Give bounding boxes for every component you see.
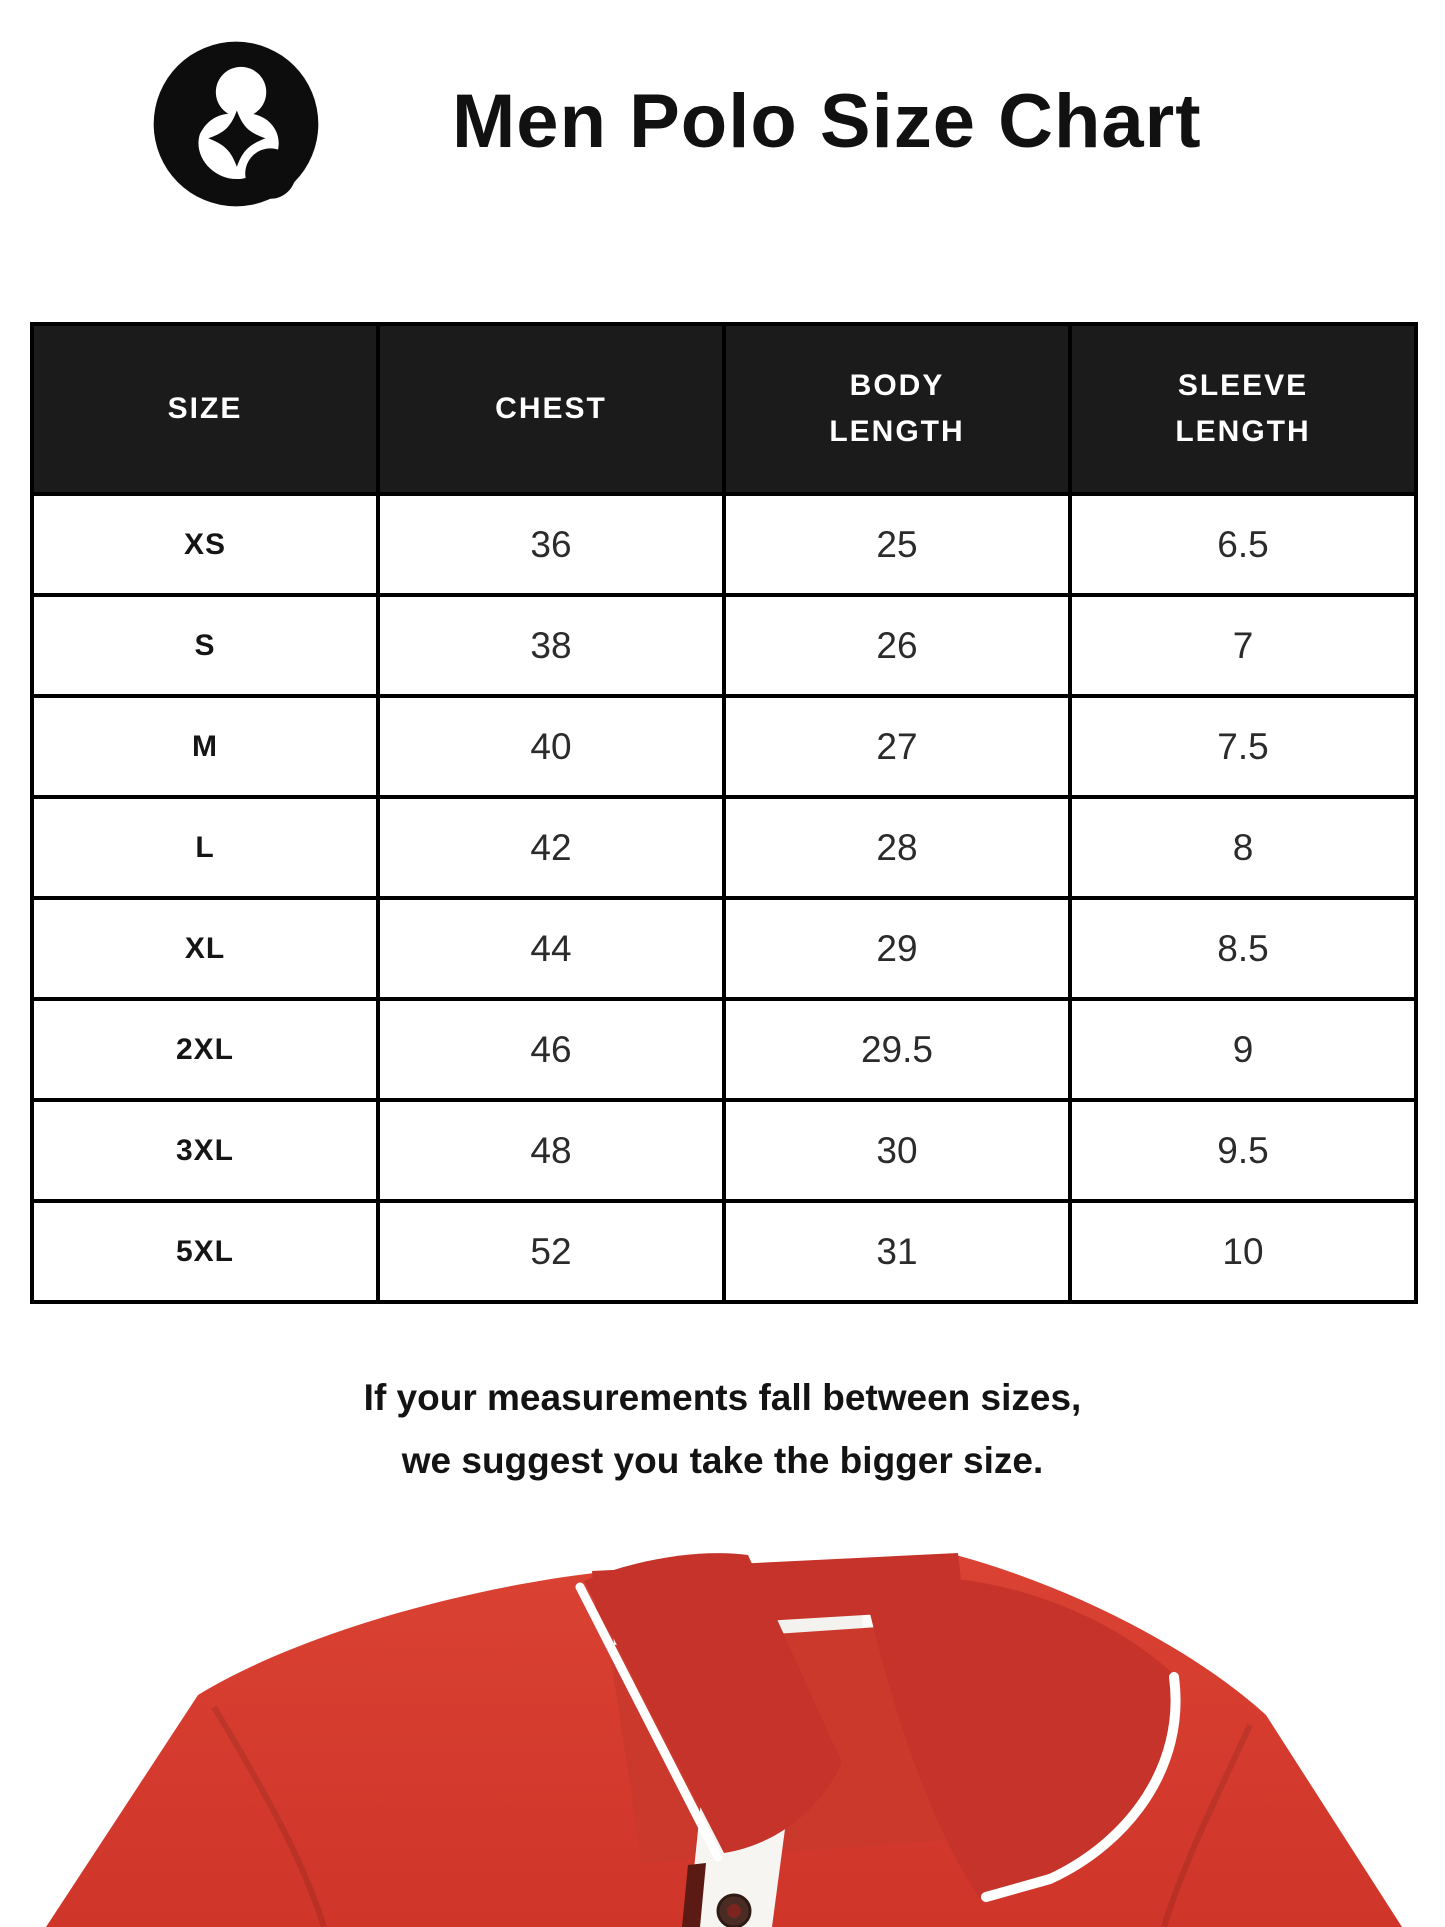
size-note-line: we suggest you take the bigger size. xyxy=(401,1440,1044,1481)
value-cell: 29.5 xyxy=(724,999,1070,1100)
column-header-line: LENGTH xyxy=(1175,415,1311,448)
size-cell: 2XL xyxy=(32,999,378,1100)
value-cell: 25 xyxy=(724,494,1070,595)
button-bottom xyxy=(718,1895,750,1927)
table-row xyxy=(32,494,1416,595)
value-cell: 38 xyxy=(378,595,724,696)
value-cell: 6.5 xyxy=(1070,494,1416,595)
size-cell: 5XL xyxy=(32,1201,378,1302)
size-cell: L xyxy=(32,797,378,898)
column-header-line: SIZE xyxy=(167,392,243,425)
table-row xyxy=(32,999,1416,1100)
column-header-size xyxy=(32,324,378,494)
table-row xyxy=(32,797,1416,898)
size-cell: M xyxy=(32,696,378,797)
size-cell: S xyxy=(32,595,378,696)
value-cell: 10 xyxy=(1070,1201,1416,1302)
polo-shirt-image xyxy=(0,1525,1445,1927)
column-header-line: SLEEVE xyxy=(1177,369,1309,402)
table-row xyxy=(32,595,1416,696)
table-header xyxy=(32,324,1416,494)
size-cell: 3XL xyxy=(32,1100,378,1201)
size-cell: XL xyxy=(32,898,378,999)
table-row xyxy=(32,898,1416,999)
value-cell: 44 xyxy=(378,898,724,999)
value-cell: 8.5 xyxy=(1070,898,1416,999)
value-cell: 48 xyxy=(378,1100,724,1201)
value-cell: 8 xyxy=(1070,797,1416,898)
page-title: Men Polo Size Chart xyxy=(452,79,1202,164)
value-cell: 30 xyxy=(724,1100,1070,1201)
value-cell: 9.5 xyxy=(1070,1100,1416,1201)
value-cell: 7 xyxy=(1070,595,1416,696)
size-cell: XS xyxy=(32,494,378,595)
value-cell: 46 xyxy=(378,999,724,1100)
value-cell: 28 xyxy=(724,797,1070,898)
value-cell: 36 xyxy=(378,494,724,595)
table-row xyxy=(32,1100,1416,1201)
size-chart-table xyxy=(30,322,1418,1304)
value-cell: 31 xyxy=(724,1201,1070,1302)
value-cell: 42 xyxy=(378,797,724,898)
size-note-line: If your measurements fall between sizes, xyxy=(363,1377,1082,1418)
table-body xyxy=(32,494,1416,1302)
column-header-chest xyxy=(378,324,724,494)
value-cell: 29 xyxy=(724,898,1070,999)
value-cell: 27 xyxy=(724,696,1070,797)
value-cell: 7.5 xyxy=(1070,696,1416,797)
table-header-row xyxy=(32,324,1416,494)
value-cell: 26 xyxy=(724,595,1070,696)
table-row xyxy=(32,696,1416,797)
column-header-body-length xyxy=(724,324,1070,494)
value-cell: 9 xyxy=(1070,999,1416,1100)
value-cell: 40 xyxy=(378,696,724,797)
column-header-line: BODY xyxy=(849,369,945,402)
table-row xyxy=(32,1201,1416,1302)
value-cell: 52 xyxy=(378,1201,724,1302)
column-header-sleeve-length xyxy=(1070,324,1416,494)
column-header-line: LENGTH xyxy=(829,415,965,448)
brand-logo-icon xyxy=(152,40,320,208)
column-header-line: CHEST xyxy=(495,392,607,425)
size-note xyxy=(0,1366,1445,1492)
